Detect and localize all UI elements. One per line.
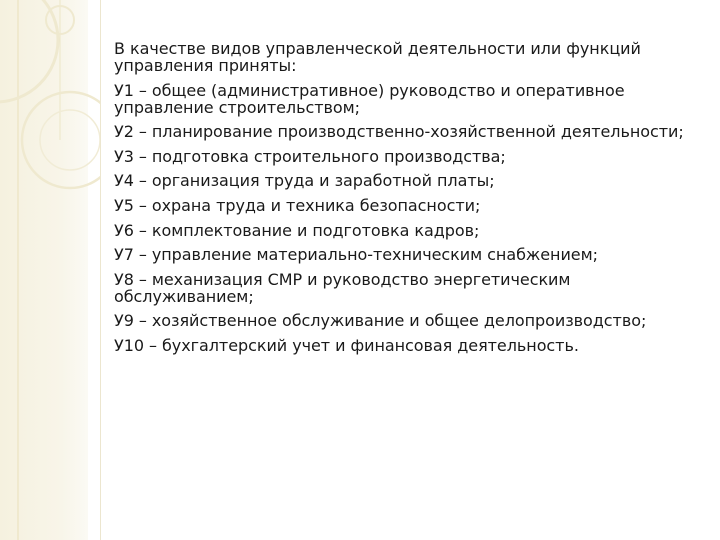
list-item: У9 – хозяйственное обслуживание и общее делопроизводство; xyxy=(114,311,647,331)
list-item: У5 – охрана труда и техника безопасности; xyxy=(114,195,481,215)
content-block xyxy=(114,40,704,362)
decorative-pattern-graphic xyxy=(0,0,100,540)
decorative-side-panel xyxy=(0,0,88,540)
list-item: У6 – комплектование и подготовка кадров; xyxy=(114,220,480,240)
list-item: У8 – механизация СМР и руководство энергетическим обслуживанием; xyxy=(114,269,571,306)
list-item: У7 – управление материально-техническим снабжением; xyxy=(114,245,598,265)
list-item: У4 – организация труда и заработной платы; xyxy=(114,171,495,191)
intro-paragraph: В качестве видов управленческой деятельности или функций управления приняты: xyxy=(114,39,641,75)
list-item: У3 – подготовка строительного производства; xyxy=(114,146,506,166)
list-item: У10 – бухгалтерский учет и финансовая деятельность. xyxy=(114,335,579,355)
list-item: У2 – планирование производственно-хозяйственной деятельности; xyxy=(114,122,684,142)
vertical-divider xyxy=(100,0,101,540)
list-item: У1 – общее (административное) руководство и оперативное управление строительством; xyxy=(114,80,625,117)
